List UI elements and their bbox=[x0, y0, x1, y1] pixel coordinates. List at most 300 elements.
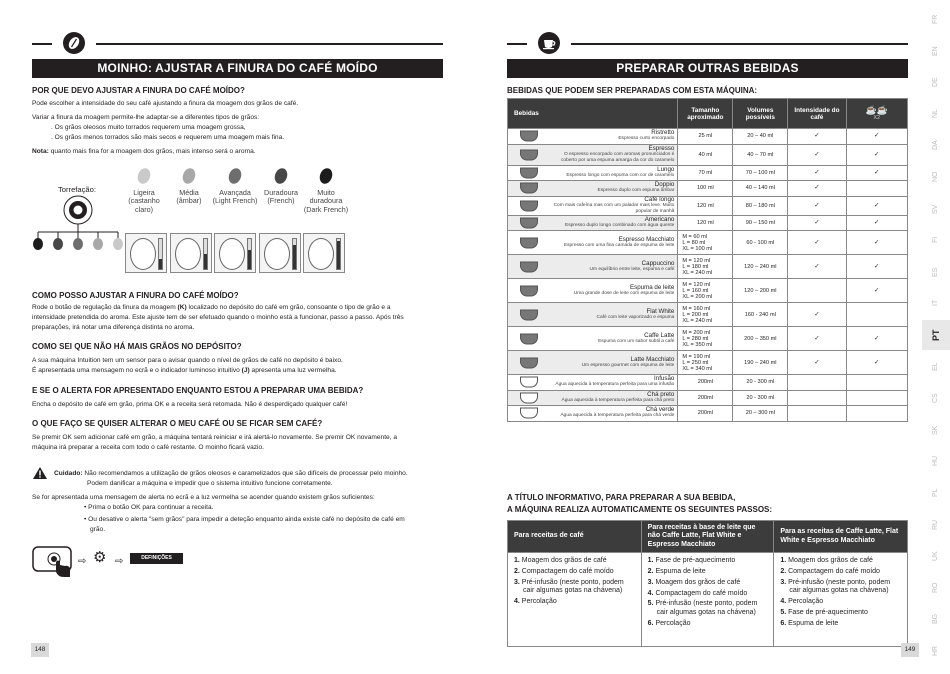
check-cell: ✓ bbox=[788, 129, 846, 145]
roast-label-line: Muito bbox=[317, 188, 335, 197]
drink-text bbox=[548, 130, 674, 142]
volume-cell: 190 – 240 ml bbox=[733, 351, 788, 375]
step-item bbox=[514, 579, 635, 596]
drink-desc: Água aquecida à temperatura perfeita para chá verde bbox=[560, 413, 675, 419]
coffee-bean-icon bbox=[227, 166, 244, 185]
paragraph: máquina irá preparar a receita com todo o café restante. O moinho ficará vazio. bbox=[32, 444, 264, 451]
cup-icon bbox=[520, 408, 538, 419]
table-title: BEBIDAS QUE PODEM SER PREPARADAS COM ESTA MÁQUINA: bbox=[507, 86, 758, 95]
table-row bbox=[508, 196, 908, 215]
table-row bbox=[508, 406, 908, 422]
page-title: MOINHO: AJUSTAR A FINURA DO CAFÉ MOÍDO bbox=[32, 59, 443, 78]
volume-cell: 120 – 240 ml bbox=[733, 255, 788, 279]
check-cell: ✓ bbox=[788, 231, 846, 255]
col-volumes: Volumes possíveis bbox=[733, 99, 788, 129]
step-number: 2. bbox=[647, 568, 656, 576]
roast-label-line: (castanho bbox=[128, 196, 160, 206]
check-cell: ✓ bbox=[846, 165, 907, 181]
drink-name: Doppio bbox=[654, 181, 675, 189]
grind-level-fill bbox=[159, 259, 162, 270]
drink-desc: Espresso longo com espuma com cor de caramelo bbox=[566, 172, 675, 178]
table-row bbox=[508, 351, 908, 375]
size-line: L = 160 ml bbox=[682, 287, 709, 294]
language-tab-ru[interactable]: RU bbox=[932, 519, 939, 530]
check-cell bbox=[846, 375, 907, 391]
language-tab-pt[interactable]: PT bbox=[922, 320, 950, 350]
drink-desc: Um equilíbrio entre leite, espuma e café bbox=[589, 266, 675, 272]
check-cell: ✓ bbox=[846, 231, 907, 255]
steps-list bbox=[648, 557, 768, 628]
drink-desc: Com mais cafeína mas com um paladar mais leve. Muito popular de manhã bbox=[553, 202, 675, 214]
grind-setting-image bbox=[303, 233, 345, 273]
section-heading: O QUE FAÇO SE QUISER ALTERAR O MEU CAFÉ OU SE FICAR SEM CAFÉ? bbox=[32, 419, 323, 428]
size-cell: 200ml bbox=[678, 406, 733, 422]
drink-text bbox=[548, 407, 674, 419]
drink-desc: O espresso encorpado com aromas pronunciados é coberto por uma espuma amarga da cor do caramelo bbox=[561, 151, 675, 163]
check-cell: ✓ bbox=[788, 165, 846, 181]
check-cell: ✓ bbox=[788, 255, 846, 279]
check-cell: ✓ bbox=[788, 181, 846, 197]
gear-icon: ⚙ bbox=[93, 549, 107, 566]
drink-desc: Espresso curto encorpado bbox=[618, 136, 675, 142]
drink-text bbox=[548, 197, 674, 215]
language-tab-da[interactable]: DA bbox=[932, 140, 939, 151]
size-cell: 120 ml bbox=[678, 215, 733, 231]
drink-name: Chá verde bbox=[645, 406, 675, 414]
drink-cell bbox=[508, 129, 678, 145]
volume-cell: 40 – 70 ml bbox=[733, 144, 788, 165]
caution: Cuidado: Não recomendamos a utilização de grãos oleosos e caramelizados que são difíceis de processar pelo moinho. bbox=[54, 470, 408, 477]
drink-name: Flat White bbox=[646, 307, 675, 315]
step-item bbox=[648, 568, 768, 576]
check-cell: ✓ bbox=[846, 129, 907, 145]
section-heading: COMO SEI QUE NÃO HÁ MAIS GRÃOS NO DEPÓSITO? bbox=[32, 342, 242, 351]
step-number: 5. bbox=[647, 600, 656, 608]
check-cell: ✓ bbox=[846, 351, 907, 375]
step-item bbox=[514, 557, 635, 565]
cup-icon bbox=[520, 357, 538, 368]
coffee-bean-icon bbox=[318, 166, 335, 185]
step-text: Pré-infusão (neste ponto, podem cair algumas gotas na chávena) bbox=[655, 600, 758, 616]
drink-cell bbox=[508, 351, 678, 375]
size-cell bbox=[678, 255, 733, 279]
step-text: Percolação bbox=[655, 619, 691, 627]
coffee-bean-icon bbox=[63, 32, 85, 54]
drink-text bbox=[548, 376, 674, 388]
step-number: 1. bbox=[647, 557, 656, 565]
language-tab-fi[interactable]: FI bbox=[932, 237, 939, 244]
grind-level-bar bbox=[292, 238, 297, 270]
table-row bbox=[508, 303, 908, 327]
steps-col-header: Para receitas à base de leite que não Caffe Latte, Flat White e Espresso Macchiato bbox=[641, 521, 774, 553]
size-line: M = 160 ml bbox=[682, 305, 711, 312]
check-cell: ✓ bbox=[846, 144, 907, 165]
cup-icon bbox=[520, 392, 538, 403]
paragraph: A sua máquina Intuition tem um sensor para o avisar quando o nível de grãos de café no depósito é baixo. bbox=[32, 357, 343, 364]
volume-cell: 40 – 140 ml bbox=[733, 181, 788, 197]
check-cell: ✓ bbox=[788, 215, 846, 231]
roast-label-line: Avançada bbox=[219, 188, 251, 197]
language-tab-el[interactable]: EL bbox=[932, 362, 939, 371]
language-tab-sk[interactable]: SK bbox=[932, 425, 939, 435]
size-cell: 70 ml bbox=[678, 165, 733, 181]
coffee-bean-icon bbox=[181, 166, 198, 185]
check-cell bbox=[788, 390, 846, 406]
table-row bbox=[508, 215, 908, 231]
size-cell: 200ml bbox=[678, 375, 733, 391]
drink-text bbox=[548, 309, 674, 321]
step-text: Moagem dos grãos de café bbox=[655, 578, 741, 586]
drink-cell bbox=[508, 406, 678, 422]
drink-name: Espuma de leite bbox=[629, 283, 675, 291]
table-row bbox=[508, 279, 908, 303]
cup-icon bbox=[538, 32, 560, 54]
drink-cell bbox=[508, 144, 678, 165]
page-title: PREPARAR OUTRAS BEBIDAS bbox=[507, 59, 908, 78]
section-heading: POR QUE DEVO AJUSTAR A FINURA DO CAFÉ MOÍDO? bbox=[32, 86, 245, 95]
drink-text bbox=[548, 392, 674, 404]
definicoes-button[interactable]: DEFINIÇÕES bbox=[130, 553, 183, 564]
roast-label-line: Ligeira bbox=[133, 188, 155, 197]
warning-icon bbox=[33, 466, 47, 484]
step-text: Espuma de leite bbox=[655, 568, 706, 576]
check-cell: ✓ bbox=[788, 303, 846, 327]
cup-icon bbox=[520, 237, 538, 248]
step-item bbox=[648, 590, 768, 598]
grind-level-fill bbox=[337, 241, 340, 270]
drink-cell bbox=[508, 215, 678, 231]
cup-icon bbox=[520, 261, 538, 272]
size-cell: 120 ml bbox=[678, 196, 733, 215]
language-tab-es[interactable]: ES bbox=[932, 267, 939, 277]
drink-text bbox=[548, 285, 674, 297]
grind-level-bar bbox=[247, 238, 252, 270]
check-cell: ✓ bbox=[846, 196, 907, 215]
language-tab-hr[interactable]: HR bbox=[932, 645, 939, 657]
list-item: • Prima o botão OK para continuar a receita. bbox=[84, 504, 214, 511]
drink-desc: Espresso duplo com espuma âmbar bbox=[597, 188, 675, 194]
paragraph: Variar a finura da moagem permite-lhe adaptar-se a diferentes tipos de grãos: bbox=[32, 114, 260, 121]
drink-name: Café longo bbox=[644, 195, 675, 203]
roast-label-line: claro) bbox=[135, 204, 153, 214]
step-text: Compactagem do café moído bbox=[655, 589, 748, 597]
step-number: 3. bbox=[514, 578, 522, 586]
drink-cell bbox=[508, 165, 678, 181]
language-tab-fr[interactable]: FR bbox=[932, 14, 939, 24]
drink-desc: Água aquecida à temperatura perfeita para chá preto bbox=[561, 397, 675, 403]
size-line: L = 180 ml bbox=[682, 263, 709, 270]
step-item bbox=[780, 598, 901, 606]
language-tab-en[interactable]: EN bbox=[932, 45, 939, 56]
step-number: 2. bbox=[780, 568, 789, 576]
check-cell: ✓ bbox=[788, 327, 846, 351]
coffee-bean-icon bbox=[273, 166, 290, 185]
volume-cell: 160 - 240 ml bbox=[733, 303, 788, 327]
drink-name: Espresso bbox=[648, 144, 675, 152]
roast-label-line: (French) bbox=[267, 196, 295, 206]
cup-icon bbox=[520, 377, 538, 388]
drink-cell bbox=[508, 327, 678, 351]
size-line: XL = 240 ml bbox=[682, 317, 713, 324]
steps-col bbox=[774, 553, 908, 647]
size-cell: 200ml bbox=[678, 390, 733, 406]
step-number: 3. bbox=[647, 578, 656, 586]
language-tab-cs[interactable]: CS bbox=[932, 393, 939, 404]
col-intensidade: Intensidade do café bbox=[788, 99, 846, 129]
drink-cell bbox=[508, 231, 678, 255]
drink-name: Latte Macchiato bbox=[630, 355, 675, 363]
size-line: M = 190 ml bbox=[682, 353, 711, 360]
step-item bbox=[514, 598, 635, 606]
size-cell bbox=[678, 351, 733, 375]
step-text: Fase de pré-aquecimento bbox=[655, 557, 736, 565]
drink-name: Espresso Macchiato bbox=[618, 235, 675, 243]
drink-text bbox=[548, 333, 674, 345]
grinder-dial bbox=[130, 238, 156, 270]
step-text: Fase de pré-aquecimento bbox=[788, 608, 868, 616]
page-number: 148 bbox=[31, 643, 49, 657]
check-cell bbox=[788, 406, 846, 422]
drink-name: Cappuccino bbox=[641, 259, 675, 267]
roast-label-line: (Dark French) bbox=[303, 204, 349, 214]
volume-cell: 20 – 300 ml bbox=[733, 406, 788, 422]
volume-cell: 90 – 150 ml bbox=[733, 215, 788, 231]
language-tab-no[interactable]: NO bbox=[932, 171, 939, 183]
language-tab-it[interactable]: IT bbox=[932, 300, 939, 307]
language-tab-de[interactable]: DE bbox=[932, 77, 939, 88]
cup-icon bbox=[520, 333, 538, 344]
language-tab-uk[interactable]: UK bbox=[932, 551, 939, 562]
volume-cell: 60 - 100 ml bbox=[733, 231, 788, 255]
step-item bbox=[648, 579, 768, 587]
table-row bbox=[508, 129, 908, 145]
check-cell: ✓ bbox=[788, 196, 846, 215]
page-number: 149 bbox=[901, 643, 919, 657]
volume-cell: 20 - 300 ml bbox=[733, 390, 788, 406]
torrefacao-label: Torrefação: bbox=[58, 185, 96, 194]
check-cell: ✓ bbox=[846, 279, 907, 303]
list-item: . Os grãos menos torrados são mais secos e requerem uma moagem mais fina. bbox=[51, 134, 285, 141]
drink-text bbox=[548, 261, 674, 273]
header-rule-right bbox=[507, 43, 527, 45]
step-item bbox=[648, 600, 768, 617]
step-item bbox=[648, 620, 768, 628]
caution: Podem danificar a máquina e impedir que o sistema intuitivo funcione corretamente. bbox=[87, 480, 333, 487]
drink-text bbox=[548, 182, 674, 194]
size-line: M = 200 ml bbox=[682, 329, 711, 336]
check-cell bbox=[846, 390, 907, 406]
drink-text bbox=[548, 217, 674, 229]
drink-text bbox=[548, 167, 674, 179]
size-line: M = 120 ml bbox=[682, 281, 711, 288]
table-row bbox=[508, 165, 908, 181]
step-text: Moagem dos grãos de café bbox=[521, 557, 607, 565]
cup-icon bbox=[520, 217, 538, 228]
check-cell bbox=[846, 406, 907, 422]
drink-cell bbox=[508, 375, 678, 391]
language-tab-hu[interactable]: HU bbox=[932, 456, 939, 467]
drink-desc: Espuma com um sabor subtil a café bbox=[598, 338, 675, 344]
grind-level-fill bbox=[248, 250, 251, 270]
size-cell: 25 ml bbox=[678, 129, 733, 145]
step-text: Moagem dos grãos de café bbox=[788, 557, 873, 565]
step-number: 4. bbox=[647, 589, 656, 597]
step-number: 2. bbox=[514, 568, 522, 576]
paragraph: Se premir OK sem adicionar café em grão, a máquina tentará reiniciar e irá alertá-lo novamente. Se premir OK novamente, a bbox=[32, 434, 398, 441]
list-item: • Ou desative o alerta "sem grãos" para impedir a deteção enquanto ainda existe café no depósito de café em bbox=[84, 516, 405, 523]
roast-label bbox=[294, 189, 358, 214]
language-tab-nl[interactable]: NL bbox=[932, 109, 939, 119]
drink-text bbox=[548, 146, 674, 164]
grind-setting-image bbox=[170, 233, 212, 273]
step-item bbox=[780, 568, 901, 576]
info-heading: A TÍTULO INFORMATIVO, PARA PREPARAR A SUA BEBIDA, bbox=[507, 493, 736, 502]
step-number: 5. bbox=[780, 608, 789, 616]
step-item bbox=[780, 579, 901, 596]
table-row bbox=[508, 231, 908, 255]
cup-icon bbox=[520, 149, 538, 160]
col-bebidas: Bebidas bbox=[508, 99, 678, 129]
drink-cell bbox=[508, 303, 678, 327]
note: Nota: quanto mais fina for a moagem dos grãos, mais intenso será o aroma. bbox=[32, 148, 256, 155]
cup-icon bbox=[520, 200, 538, 211]
steps-list bbox=[780, 557, 901, 628]
size-line: XL = 340 ml bbox=[682, 365, 713, 372]
steps-table bbox=[507, 520, 908, 647]
table-row bbox=[508, 375, 908, 391]
language-tab-ro[interactable]: RO bbox=[932, 582, 939, 594]
language-tab-pl[interactable]: PL bbox=[932, 488, 939, 498]
step-text: Compactagem do café moído bbox=[521, 568, 614, 576]
paragraph: Se for apresentada uma mensagem de alerta no ecrã e a luz vermelha se acender quando existem grãos suficientes: bbox=[32, 494, 375, 501]
grind-setting-image bbox=[125, 233, 167, 273]
size-cell bbox=[678, 279, 733, 303]
step-item bbox=[780, 609, 901, 617]
grind-level-bar bbox=[158, 238, 163, 270]
size-line: M = 120 ml bbox=[682, 257, 711, 264]
drink-desc: Espresso duplo longo combinado com água quente bbox=[565, 222, 675, 228]
paragraph: Pode escolher a intensidade do seu café ajustando a finura da moagem dos grãos de café. bbox=[32, 100, 299, 107]
header-rule-left-long bbox=[96, 43, 443, 45]
size-cell: 100 ml bbox=[678, 181, 733, 197]
roast-label-line: Duradoura bbox=[264, 188, 298, 197]
language-tab-bg[interactable]: BG bbox=[932, 614, 939, 625]
step-text: Percolação bbox=[521, 598, 557, 606]
drink-name: Caffe Latte bbox=[644, 331, 675, 339]
size-cell: 40 ml bbox=[678, 144, 733, 165]
drink-name: Ristretto bbox=[651, 129, 675, 137]
grinder-dial bbox=[308, 238, 334, 270]
cup-icon bbox=[520, 183, 538, 194]
drink-name: Infusão bbox=[654, 375, 675, 383]
arrow-right-icon: ⇨ bbox=[115, 556, 124, 567]
volume-cell: 20 – 40 ml bbox=[733, 129, 788, 145]
size-line: XL = 100 ml bbox=[682, 245, 713, 252]
roast-label-line: (Light French) bbox=[212, 196, 258, 206]
list-item: . Os grãos oleosos muito torrados requerem uma moagem grossa, bbox=[51, 124, 246, 131]
step-text: Pré-infusão (neste ponto, podem cair algumas gotas na chávena) bbox=[788, 578, 891, 595]
step-number: 4. bbox=[514, 598, 522, 606]
grind-setting-image bbox=[259, 233, 301, 273]
cup-icon bbox=[520, 167, 538, 178]
header-rule-left bbox=[32, 43, 52, 45]
beverage-table bbox=[507, 98, 908, 422]
size-line: L = 80 ml bbox=[682, 239, 706, 246]
volume-cell: 120 – 200 ml bbox=[733, 279, 788, 303]
check-cell bbox=[846, 181, 907, 197]
check-cell bbox=[846, 303, 907, 327]
drink-desc: Um espresso gourmet com espuma de leite bbox=[581, 362, 675, 368]
check-cell: ✓ bbox=[788, 351, 846, 375]
steps-col-header: Para receitas de café bbox=[508, 521, 642, 553]
step-text: Espuma de leite bbox=[788, 619, 839, 627]
volume-cell: 20 - 300 ml bbox=[733, 375, 788, 391]
check-cell: ✓ bbox=[846, 255, 907, 279]
size-line: XL = 240 ml bbox=[682, 269, 713, 276]
steps-col-header: Para as receitas de Caffe Latte, Flat White e Espresso Macchiato bbox=[774, 521, 908, 553]
paragraph: É apresentada uma mensagem no ecrã e o indicador luminoso intuitivo (J) apresenta uma luz vermelha. bbox=[32, 367, 337, 374]
grind-level-fill bbox=[204, 254, 207, 269]
check-cell bbox=[788, 375, 846, 391]
grinder-dial bbox=[175, 238, 201, 270]
grind-level-fill bbox=[293, 245, 296, 269]
drink-desc: Uma grande dose de leite com espuma de leite bbox=[573, 290, 675, 296]
step-item bbox=[780, 557, 901, 565]
drink-name: Lungo bbox=[657, 165, 675, 173]
section-heading: E SE O ALERTA FOR APRESENTADO ENQUANTO ESTOU A PREPARAR UMA BEBIDA? bbox=[32, 386, 364, 395]
roast-label-line: duradoura bbox=[309, 196, 343, 206]
drink-cell bbox=[508, 255, 678, 279]
drink-desc: Espresso com uma fina camada de espuma de leite bbox=[563, 242, 675, 248]
table-row bbox=[508, 390, 908, 406]
volume-cell: 80 – 180 ml bbox=[733, 196, 788, 215]
size-line: M = 60 ml bbox=[682, 233, 708, 240]
header-rule-right-long bbox=[571, 43, 908, 45]
volume-cell: 200 – 350 ml bbox=[733, 327, 788, 351]
roast-label-line: Média bbox=[179, 188, 199, 197]
grind-level-bar bbox=[203, 238, 208, 270]
grind-level-bar bbox=[336, 238, 341, 270]
check-cell: ✓ bbox=[846, 327, 907, 351]
steps-col bbox=[508, 553, 642, 647]
size-line: XL = 200 ml bbox=[682, 293, 713, 300]
step-number: 6. bbox=[780, 619, 789, 627]
cup-icon bbox=[520, 309, 538, 320]
paragraph: Rode o botão de regulação da finura da moagem (K) localizado no depósito do café em grão, consoante o tipo de grão e a bbox=[32, 304, 391, 311]
table-row bbox=[508, 327, 908, 351]
grinder-dial bbox=[264, 238, 290, 270]
drink-name: Chá preto bbox=[647, 390, 675, 398]
cup-icon bbox=[520, 285, 538, 296]
language-tab-sv[interactable]: SV bbox=[932, 203, 939, 214]
cup-icon bbox=[520, 131, 538, 142]
drink-cell bbox=[508, 181, 678, 197]
roast-label-line: (âmbar) bbox=[176, 196, 202, 206]
step-number: 6. bbox=[647, 619, 656, 627]
col-tamanho: Tamanho aproximado bbox=[678, 99, 733, 129]
steps-list bbox=[514, 557, 635, 606]
steps-col bbox=[641, 553, 774, 647]
check-cell bbox=[788, 279, 846, 303]
grinder-diagram bbox=[32, 194, 124, 256]
coffee-bean-icon bbox=[136, 166, 153, 185]
step-number: 4. bbox=[780, 598, 789, 606]
size-line: L = 280 ml bbox=[682, 335, 709, 342]
table-row bbox=[508, 255, 908, 279]
step-number: 1. bbox=[780, 557, 789, 565]
size-cell bbox=[678, 327, 733, 351]
grind-setting-image bbox=[214, 233, 256, 273]
